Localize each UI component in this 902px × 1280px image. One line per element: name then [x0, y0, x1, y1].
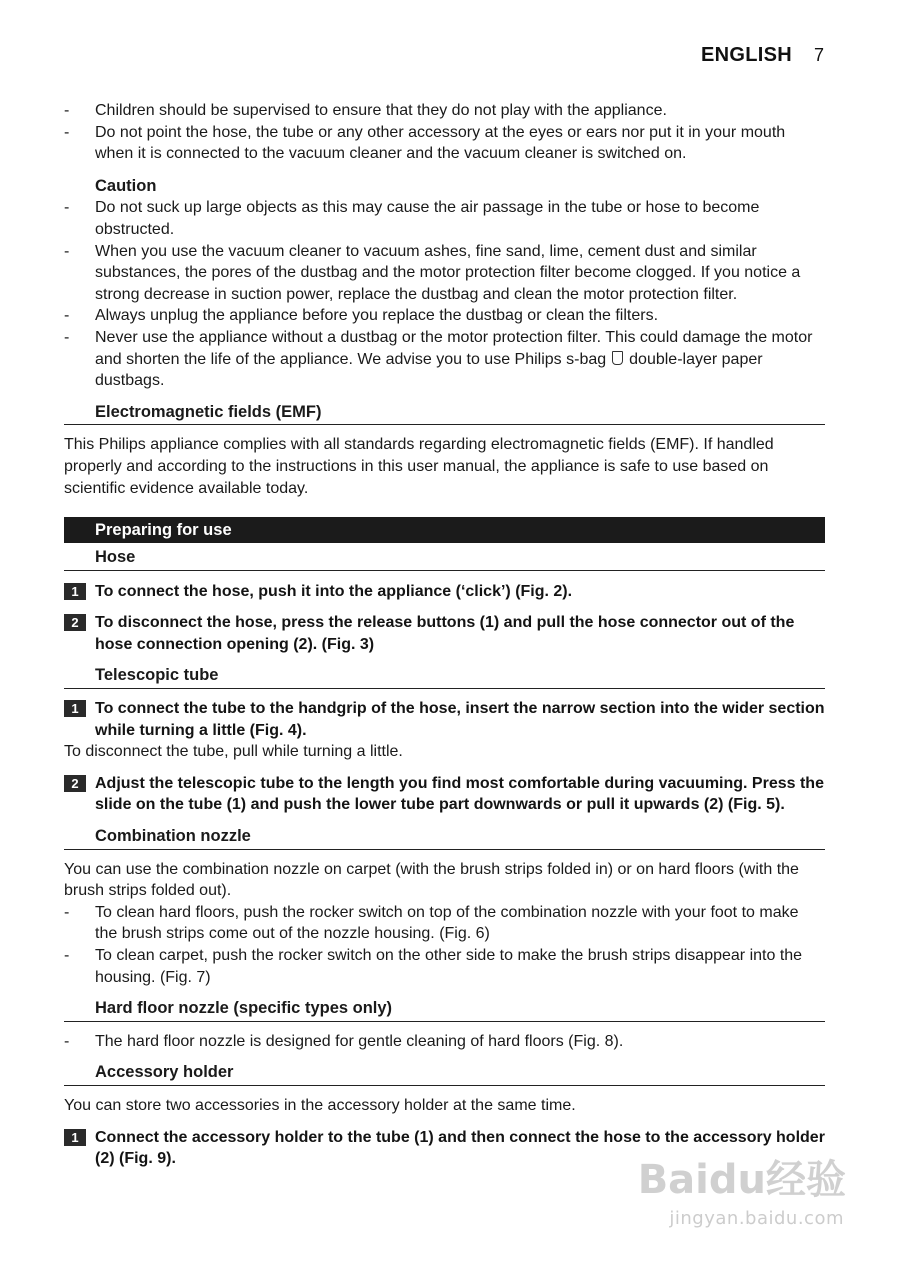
step-item: 2 Adjust the telescopic tube to the length you find most comfortable during vacuuming. Press the slide on the tube (1) and push the lower tube part downwards or pull it upwards (2) (Fig. 5). [64, 773, 825, 816]
accessory-intro: You can store two accessories in the accessory holder at the same time. [64, 1096, 576, 1114]
combination-intro: You can use the combination nozzle on carpet (with the brush strips folded in) or on hard floors (with the brush strips folded out). [64, 860, 799, 900]
list-item: - Children should be supervised to ensure that they do not play with the appliance. [64, 102, 667, 119]
list-item: - Always unplug the appliance before you replace the dustbag or clean the filters. [64, 307, 659, 325]
watermark-logo: Baidu经验 [637, 1157, 846, 1203]
step-number: 1 [64, 583, 86, 600]
page-content [64, 100, 825, 1170]
list-item: - When you use the vacuum cleaner to vacuum ashes, fine sand, lime, cement dust and similar substances, the pores of the dustbag and the motor protection filter become clogged. If you notice a strong decrease in suction power, replace the dustbag and clean the motor protection filter. [64, 242, 801, 303]
step-number: 1 [64, 1129, 86, 1146]
section-heading: Preparing for use [64, 517, 825, 543]
step-item: 1 To connect the tube to the handgrip of the hose, insert the narrow section into the wider section while turning a little (Fig. 4). [64, 698, 825, 741]
list-item: - The hard floor nozzle is designed for gentle cleaning of hard floors (Fig. 8). [64, 1032, 624, 1050]
watermark-url: jingyan.baidu.com [669, 1208, 844, 1229]
language-label: ENGLISH [700, 44, 792, 66]
step-number: 1 [64, 700, 86, 717]
subsection-heading: Combination nozzle [64, 826, 825, 850]
emf-paragraph: This Philips appliance complies with all standards regarding electromagnetic fields (EMF). If handled properly and according to the instructions in this user manual, the appliance is safe to use based on scientific evidence available today. [64, 436, 774, 497]
step-item: 2 To disconnect the hose, press the release buttons (1) and pull the hose connector out of the hose connection opening (2). (Fig. 3) [64, 612, 825, 655]
list-item: - Do not point the hose, the tube or any other accessory at the eyes or ears nor put it in your mouth when it is connected to the vacuum cleaner and the vacuum cleaner is switched on. [64, 123, 786, 163]
s-bag-icon [612, 351, 623, 365]
page-number: 7 [813, 45, 824, 65]
subsection-heading: Hard floor nozzle (specific types only) [64, 998, 825, 1022]
subsection-heading: Hose [64, 547, 825, 571]
tube-note: To disconnect the tube, pull while turning a little. [64, 743, 403, 761]
step-item: 1 To connect the hose, push it into the appliance (‘click’) (Fig. 2). [64, 581, 825, 603]
page-header [701, 44, 824, 67]
subsection-heading: Telescopic tube [64, 665, 825, 689]
subsection-heading: Accessory holder [64, 1062, 825, 1086]
caution-heading: Caution [95, 176, 157, 195]
step-number: 2 [64, 775, 86, 792]
list-item: - Never use the appliance without a dustbag or the motor protection filter. This could damage the motor and shorten the life of the appliance. We advise you to use Philips s-bag double-layer paper dustbags. [64, 328, 813, 390]
subsection-heading: Electromagnetic fields (EMF) [64, 402, 825, 426]
step-item: 1 Connect the accessory holder to the tube (1) and then connect the hose to the accessory holder (2) (Fig. 9). [64, 1127, 825, 1170]
step-number: 2 [64, 614, 86, 631]
list-item: - To clean carpet, push the rocker switch on the other side to make the brush strips disappear into the housing. (Fig. 7) [64, 947, 803, 986]
list-item: - Do not suck up large objects as this may cause the air passage in the tube or hose to become obstructed. [64, 199, 760, 238]
list-item: - To clean hard floors, push the rocker switch on top of the combination nozzle with your foot to make the brush strips come out of the nozzle housing. (Fig. 6) [64, 903, 799, 943]
